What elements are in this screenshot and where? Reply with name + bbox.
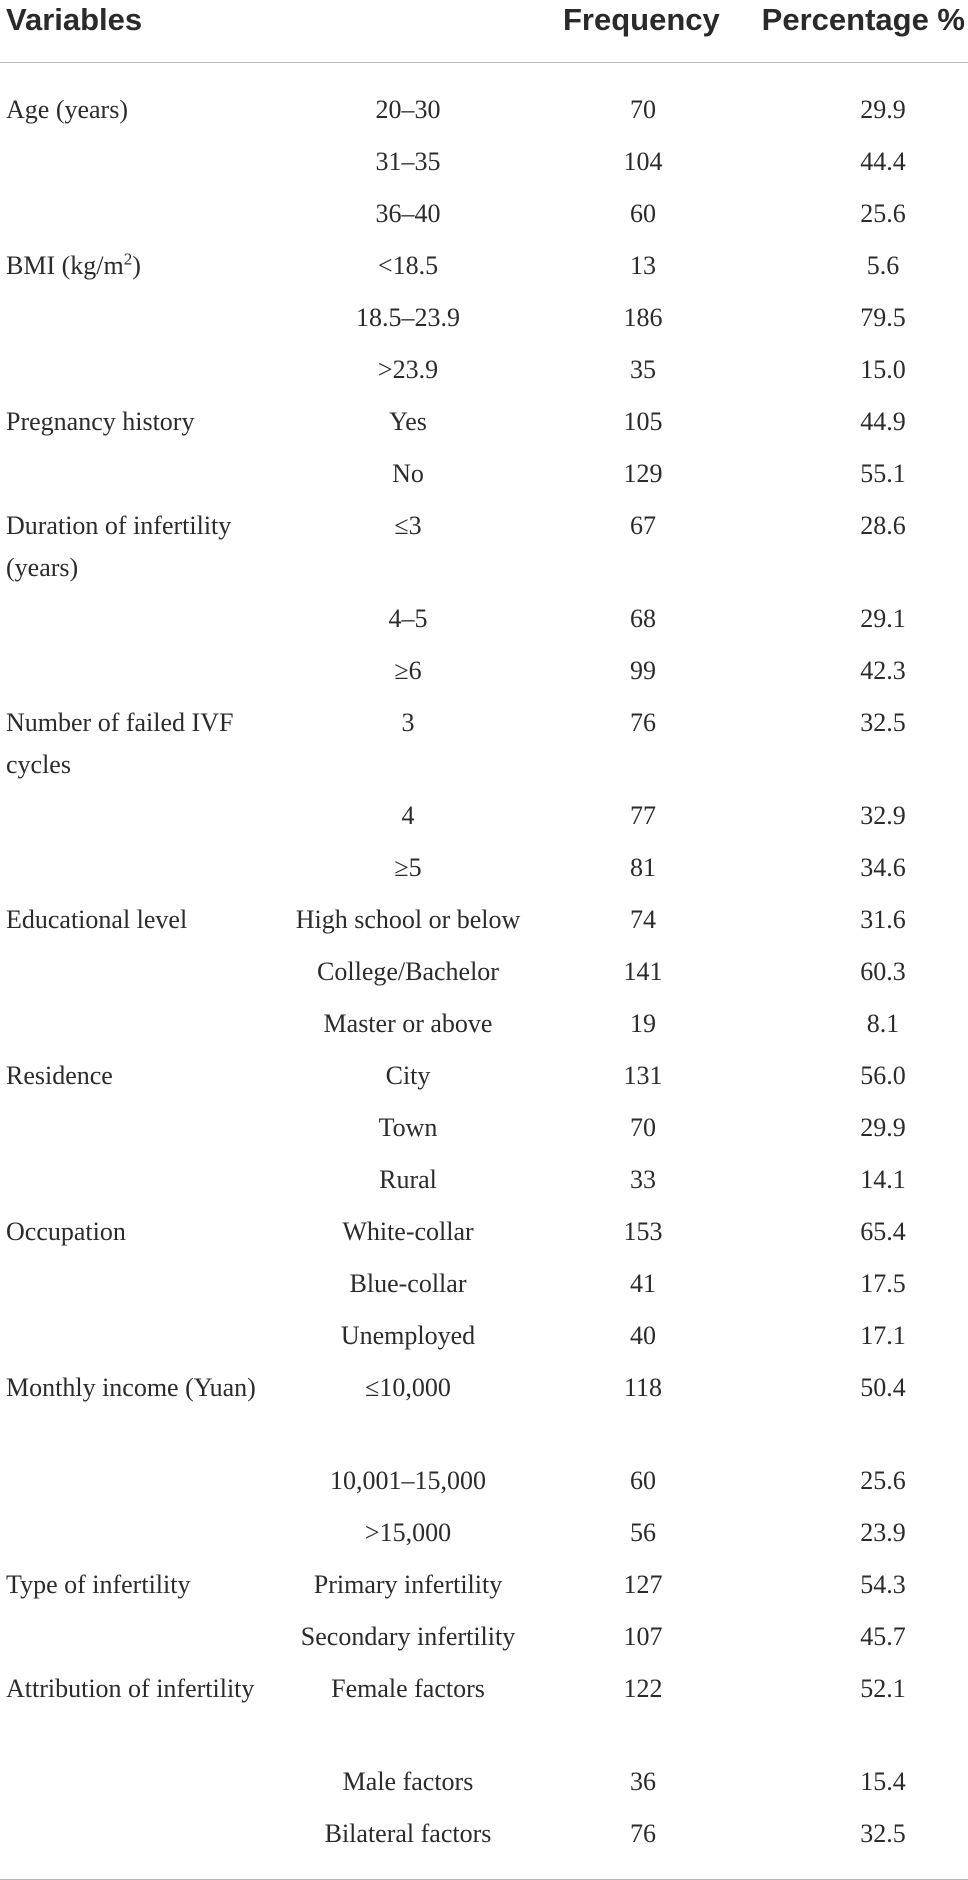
category-cell: Yes (389, 407, 427, 436)
category-cell: Secondary infertility (300, 1622, 516, 1651)
table-row (0, 1367, 968, 1460)
table-row (0, 1159, 968, 1211)
percentage-cell: 32.9 (860, 801, 906, 830)
frequency-cell: 41 (630, 1269, 656, 1298)
table-row (0, 349, 968, 401)
variable-superscript: 2 (123, 249, 133, 269)
category-cell: 31–35 (375, 147, 441, 176)
percentage-cell: 28.6 (860, 511, 906, 540)
percentage-cell: 56.0 (860, 1061, 906, 1090)
percentage-cell: 45.7 (860, 1622, 906, 1651)
variable-text: Pregnancy history (6, 407, 195, 436)
percentage-cell: 32.5 (860, 1819, 906, 1848)
category-cell: No (392, 459, 424, 488)
category-cell: 18.5–23.9 (356, 303, 460, 332)
category-cell: Blue-collar (349, 1269, 467, 1298)
table-body (0, 63, 968, 1880)
percentage-cell: 34.6 (860, 853, 906, 882)
percentage-cell: 50.4 (860, 1373, 906, 1402)
percentage-cell: 5.6 (866, 251, 900, 280)
percentage-cell: 25.6 (860, 199, 906, 228)
frequency-cell: 35 (630, 355, 656, 384)
percentage-cell: 54.3 (860, 1570, 906, 1599)
frequency-cell: 127 (623, 1570, 663, 1599)
category-cell: Town (378, 1113, 438, 1142)
percentage-cell: 52.1 (860, 1674, 906, 1703)
table-row (0, 1211, 968, 1263)
category-cell: Unemployed (340, 1321, 476, 1350)
frequency-cell: 56 (630, 1518, 656, 1547)
table-row (0, 1460, 968, 1512)
frequency-cell: 68 (630, 604, 656, 633)
category-cell: College/Bachelor (317, 957, 499, 986)
table-row (0, 1263, 968, 1315)
category-cell: 20–30 (375, 95, 441, 124)
percentage-cell: 65.4 (860, 1217, 906, 1246)
variable-cell (6, 89, 261, 131)
category-cell: 4–5 (388, 604, 428, 633)
variable-text: Duration of infertility (years) (6, 511, 232, 582)
table-row (0, 899, 968, 951)
table-row (0, 193, 968, 245)
frequency-cell: 107 (623, 1622, 663, 1651)
table-row (0, 650, 968, 702)
variable-text: Occupation (6, 1217, 126, 1246)
table-row (0, 1813, 968, 1865)
table-row (0, 1107, 968, 1159)
percentage-cell: 44.4 (860, 147, 906, 176)
table-row (0, 245, 968, 297)
percentage-cell: 55.1 (860, 459, 906, 488)
category-cell: 10,001–15,000 (330, 1466, 486, 1495)
category-cell: 4 (401, 801, 415, 830)
percentage-cell: 14.1 (860, 1165, 906, 1194)
percentage-cell: 15.4 (860, 1767, 906, 1796)
category-cell: White-collar (342, 1217, 474, 1246)
frequency-cell: 104 (623, 147, 663, 176)
category-cell: ≤3 (394, 511, 422, 540)
variable-cell (6, 702, 261, 786)
frequency-cell: 153 (623, 1217, 663, 1246)
table-row (0, 951, 968, 1003)
frequency-cell: 36 (630, 1767, 656, 1796)
table-row (0, 847, 968, 899)
variable-text: Educational level (6, 905, 188, 934)
percentage-cell: 31.6 (860, 905, 906, 934)
category-cell: Bilateral factors (324, 1819, 492, 1848)
variable-cell (6, 1055, 261, 1097)
category-cell: Male factors (342, 1767, 474, 1796)
frequency-cell: 99 (630, 656, 656, 685)
header-percentage: Percentage % (761, 2, 965, 37)
header-frequency: Frequency (563, 2, 720, 37)
frequency-cell: 118 (623, 1373, 663, 1402)
category-cell: ≥6 (394, 656, 422, 685)
variable-text: Attribution of infertility (6, 1674, 255, 1703)
percentage-cell: 29.1 (860, 604, 906, 633)
variable-cell (6, 1367, 261, 1409)
category-cell: <18.5 (377, 251, 439, 280)
frequency-cell: 60 (630, 199, 656, 228)
frequency-cell: 33 (630, 1165, 656, 1194)
table-row (0, 401, 968, 453)
percentage-cell: 60.3 (860, 957, 906, 986)
category-cell: >23.9 (377, 355, 439, 384)
percentage-cell: 79.5 (860, 303, 906, 332)
category-cell: Primary infertility (313, 1570, 503, 1599)
variable-text: Age (years) (6, 95, 128, 124)
variable-cell (6, 245, 261, 287)
category-cell: Female factors (331, 1674, 485, 1703)
frequency-cell: 13 (630, 251, 656, 280)
frequency-cell: 76 (630, 1819, 656, 1848)
percentage-cell: 15.0 (860, 355, 906, 384)
variable-cell (6, 1668, 261, 1710)
table-row (0, 297, 968, 349)
variable-cell (6, 899, 261, 941)
category-cell: Rural (379, 1165, 437, 1194)
frequency-cell: 19 (630, 1009, 656, 1038)
frequency-cell: 40 (630, 1321, 656, 1350)
category-cell: 36–40 (375, 199, 441, 228)
header-variables: Variables (6, 2, 143, 37)
table-row (0, 1668, 968, 1761)
percentage-cell: 32.5 (860, 708, 906, 737)
table-row (0, 453, 968, 505)
percentage-cell: 25.6 (860, 1466, 906, 1495)
frequency-cell: 105 (623, 407, 663, 436)
category-cell: City (385, 1061, 431, 1090)
frequency-cell: 81 (630, 853, 656, 882)
table-row (0, 1512, 968, 1564)
frequency-cell: 122 (623, 1674, 663, 1703)
table-row (0, 702, 968, 795)
variable-cell (6, 505, 261, 589)
category-cell: 3 (401, 708, 415, 737)
table-row (0, 1315, 968, 1367)
percentage-cell: 17.1 (860, 1321, 906, 1350)
variable-cell (6, 401, 261, 443)
frequency-cell: 141 (623, 957, 663, 986)
frequency-cell: 60 (630, 1466, 656, 1495)
variable-cell (6, 1564, 261, 1606)
table-row (0, 598, 968, 650)
frequency-cell: 74 (630, 905, 656, 934)
table-row (0, 1616, 968, 1668)
percentage-cell: 23.9 (860, 1518, 906, 1547)
table-row (0, 1761, 968, 1813)
table-row (0, 141, 968, 193)
table-row (0, 1003, 968, 1055)
category-cell: >15,000 (364, 1518, 452, 1547)
variable-text-after: ) (132, 251, 141, 280)
percentage-cell: 29.9 (860, 1113, 906, 1142)
frequency-cell: 186 (623, 303, 663, 332)
frequency-cell: 70 (630, 95, 656, 124)
table-row (0, 1564, 968, 1616)
variable-cell (6, 1211, 261, 1253)
variable-text: Residence (6, 1061, 113, 1090)
category-cell: Master or above (323, 1009, 493, 1038)
frequency-cell: 76 (630, 708, 656, 737)
variable-text: BMI (kg/m (6, 251, 124, 280)
category-cell: ≤10,000 (365, 1373, 451, 1402)
frequency-cell: 70 (630, 1113, 656, 1142)
percentage-cell: 29.9 (860, 95, 906, 124)
table-row (0, 795, 968, 847)
category-cell: High school or below (295, 905, 521, 934)
table-row (0, 505, 968, 598)
percentage-cell: 17.5 (860, 1269, 906, 1298)
frequency-cell: 77 (630, 801, 656, 830)
variable-text: Monthly income (Yuan) (6, 1373, 256, 1402)
frequency-cell: 129 (623, 459, 663, 488)
frequency-cell: 131 (623, 1061, 663, 1090)
table-row (0, 89, 968, 141)
percentage-cell: 44.9 (860, 407, 906, 436)
table-row (0, 1055, 968, 1107)
variable-text: Type of infertility (6, 1570, 191, 1599)
variable-text: Number of failed IVF cycles (6, 708, 234, 779)
percentage-cell: 8.1 (866, 1009, 900, 1038)
percentage-cell: 42.3 (860, 656, 906, 685)
frequency-cell: 67 (630, 511, 656, 540)
table-header (0, 0, 968, 63)
category-cell: ≥5 (394, 853, 422, 882)
